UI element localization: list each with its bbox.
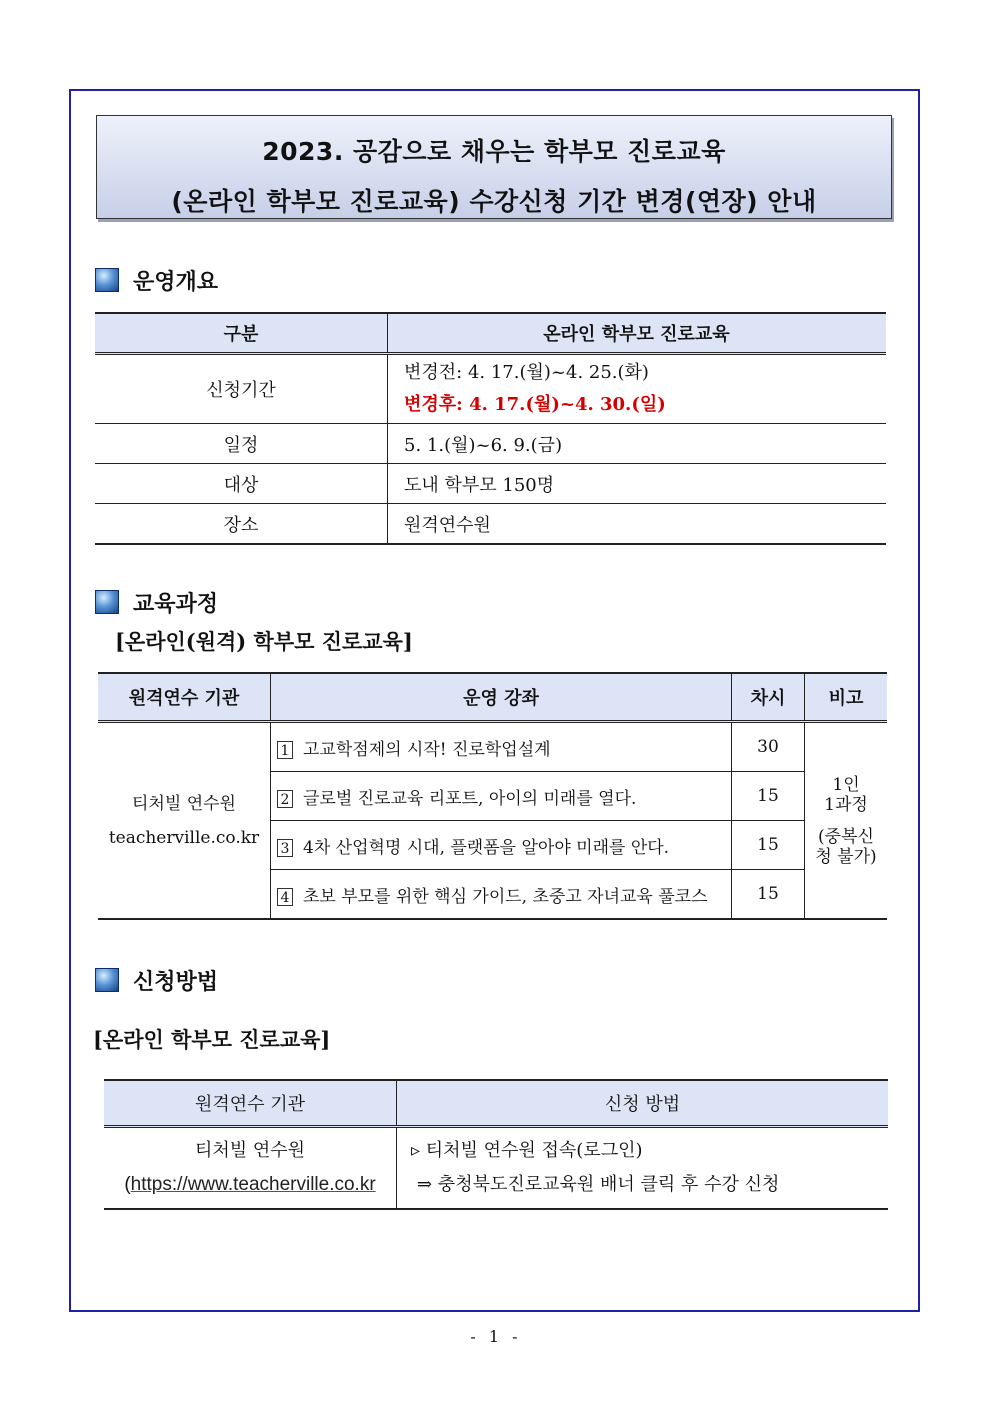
row-label: 일정 xyxy=(95,424,388,464)
course-sessions: 15 xyxy=(732,870,805,920)
table-header-row xyxy=(95,313,886,354)
course-sessions: 30 xyxy=(732,722,805,772)
institution-name: 티처빌 연수원 xyxy=(194,1140,306,1161)
course-cell xyxy=(271,870,732,920)
course-title: 글로벌 진로교육 리포트, 아이의 미래를 열다. xyxy=(303,788,637,809)
header-program: 온라인 학부모 진로교육 xyxy=(388,313,887,354)
section-heading-application xyxy=(95,965,218,995)
table-row xyxy=(95,464,886,504)
row-value: 원격연수원 xyxy=(388,504,887,545)
header-institution: 원격연수 기관 xyxy=(104,1080,397,1127)
apply-after: 변경후: 4. 17.(월)~4. 30.(일) xyxy=(404,394,666,415)
table-header-row xyxy=(98,673,887,722)
course-sessions: 15 xyxy=(732,772,805,821)
square-bullet-icon xyxy=(95,590,119,614)
section-heading-curriculum xyxy=(95,587,218,617)
row-value: 도내 학부모 150명 xyxy=(388,464,887,504)
square-bullet-icon xyxy=(95,268,119,292)
table-header-row xyxy=(104,1080,888,1127)
table-row xyxy=(95,504,886,545)
table-row xyxy=(95,424,886,464)
method-step-2: ⇒ 충청북도진로교육원 배너 클릭 후 수강 신청 xyxy=(417,1174,780,1195)
curriculum-subheading: [온라인(원격) 학부모 진로교육] xyxy=(115,629,413,654)
note-line: (중복신 xyxy=(818,826,874,847)
apply-before: 변경전: 4. 17.(월)~4. 25.(화) xyxy=(404,362,649,383)
header-note: 비고 xyxy=(805,673,888,722)
header-method: 신청 방법 xyxy=(397,1080,889,1127)
note-line: 1인 xyxy=(832,774,860,795)
title-line-1: 2023. 공감으로 채우는 학부모 진로교육 xyxy=(262,137,726,166)
institution-url: teacherville.co.kr xyxy=(108,827,260,848)
note-line: 1과정 xyxy=(824,794,868,815)
row-label: 대상 xyxy=(95,464,388,504)
table-row xyxy=(104,1127,888,1210)
apply-period-label: 신청기간 xyxy=(95,354,388,424)
header-course: 운영 강좌 xyxy=(271,673,732,722)
curriculum-table xyxy=(98,672,887,920)
course-cell xyxy=(271,821,732,870)
note-line: 청 불가) xyxy=(815,846,877,867)
course-number: 4 xyxy=(277,888,293,906)
overview-table xyxy=(95,312,886,545)
row-value: 5. 1.(월)~6. 9.(금) xyxy=(388,424,887,464)
table-row xyxy=(95,354,886,424)
apply-period-value xyxy=(388,354,887,424)
page-number: - 1 - xyxy=(470,1327,522,1346)
section-heading-label: 운영개요 xyxy=(133,268,219,295)
institution-name: 티처빌 연수원 xyxy=(132,793,236,814)
document-title-box xyxy=(96,115,892,219)
note-cell xyxy=(805,722,888,920)
header-sessions: 차시 xyxy=(732,673,805,722)
course-sessions: 15 xyxy=(732,821,805,870)
table-row xyxy=(98,722,887,772)
header-category: 구분 xyxy=(95,313,388,354)
title-line-2: (온라인 학부모 진로교육) 수강신청 기간 변경(연장) 안내 xyxy=(171,187,817,216)
course-title: 초보 부모를 위한 핵심 가이드, 초중고 자녀교육 풀코스 xyxy=(303,886,708,907)
course-number: 2 xyxy=(277,790,293,808)
teacherville-link[interactable]: https://www.teacherville.co.kr xyxy=(130,1174,376,1195)
course-number: 3 xyxy=(277,839,293,857)
row-label: 장소 xyxy=(95,504,388,545)
course-cell xyxy=(271,772,732,821)
application-subheading: [온라인 학부모 진로교육] xyxy=(93,1027,331,1052)
course-title: 고교학점제의 시작! 진로학업설계 xyxy=(303,739,551,760)
section-heading-overview xyxy=(95,265,218,295)
course-cell xyxy=(271,722,732,772)
section-heading-label: 신청방법 xyxy=(133,968,219,995)
application-table xyxy=(104,1079,888,1210)
institution-cell xyxy=(98,722,271,920)
url-paren: ( xyxy=(124,1174,131,1195)
square-bullet-icon xyxy=(95,968,119,992)
section-heading-label: 교육과정 xyxy=(133,590,219,617)
course-title: 4차 산업혁명 시대, 플랫폼을 알아야 미래를 안다. xyxy=(303,837,670,858)
institution-cell xyxy=(104,1127,397,1210)
method-step-1: ▹ 티처빌 연수원 접속(로그인) xyxy=(411,1140,643,1161)
course-number: 1 xyxy=(277,741,293,759)
institution-url-line xyxy=(105,1168,395,1202)
header-institution: 원격연수 기관 xyxy=(98,673,271,722)
method-cell xyxy=(397,1127,889,1210)
